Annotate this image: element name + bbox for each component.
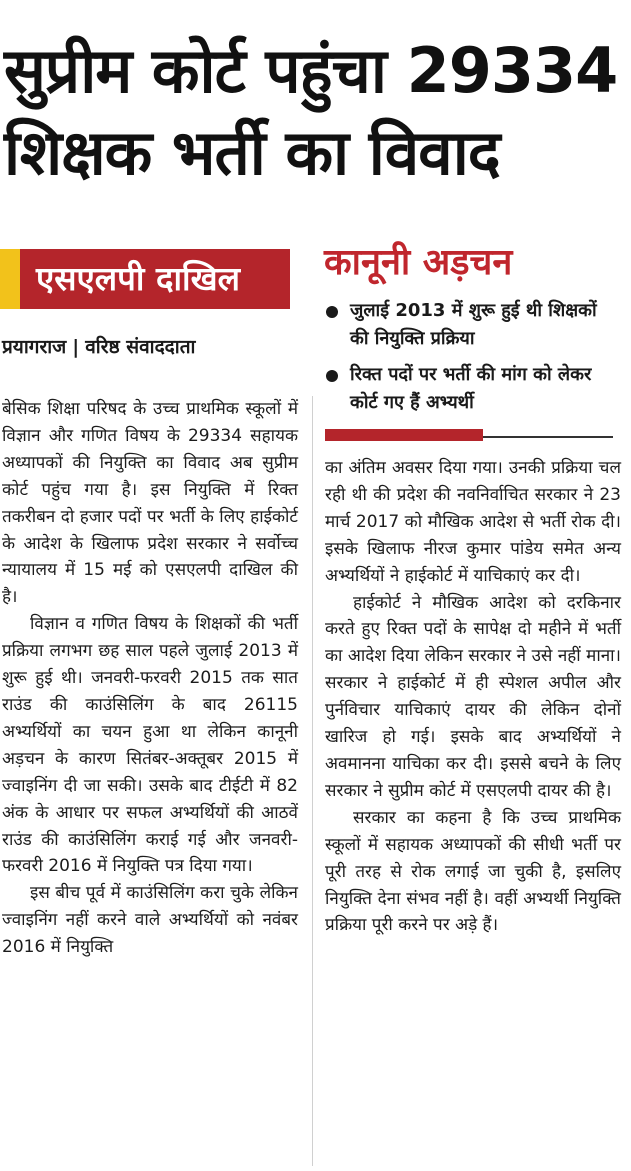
bullet-dot-icon [326, 370, 338, 382]
article-column-right [325, 455, 621, 939]
byline-place: प्रयागराज [2, 336, 67, 358]
sidebar-bullet-text: जुलाई 2013 में शुरू हुई थी शिक्षकों की नियुक्ति प्रक्रिया [350, 300, 597, 349]
bullet-dot-icon [326, 306, 338, 318]
article-paragraph: इस बीच पूर्व में काउंसिलिंग करा चुके लेकिन ज्वाइनिंग नहीं करने वाले अभ्यर्थियों को नवंबर 2016 में नियुक्ति [2, 883, 298, 958]
headline-line-1: सुप्रीम कोर्ट पहुंचा 29334 [4, 34, 618, 107]
headline-line-2: शिक्षक भर्ती का विवाद [4, 116, 500, 189]
article-column-left [2, 396, 298, 961]
byline [2, 333, 195, 359]
article-paragraph: बेसिक शिक्षा परिषद के उच्च प्राथमिक स्कूलों में विज्ञान और गणित विषय के 29334 सहायक अध्यापकों की नियुक्ति का विवाद अब सुप्रीम कोर्ट पहुंच गया है। इस नियुक्ति में रिक्त तकरीबन दो हजार पदों पर भर्ती के लिए हाईकोर्ट के आदेश के खिलाफ प्रदेश सरकार ने सर्वोच्च न्यायालय में 15 मई को एसएलपी दाखिल की है। [2, 399, 298, 608]
sidebar-bullet-list [326, 297, 621, 425]
headline [4, 30, 629, 194]
article-paragraph: का अंतिम अवसर दिया गया। उनकी प्रक्रिया चल रही थी की प्रदेश की नवनिर्वाचित सरकार ने 23 मार्च 2017 को मौखिक आदेश से भर्ती रोक दी। इसके खिलाफ नीरज कुमार पांडेय समेत अन्य अभ्यर्थियों ने हाईकोर्ट में याचिकाएं कर दी। [325, 458, 621, 586]
byline-reporter: वरिष्ठ संवाददाता [85, 336, 196, 358]
byline-separator: | [72, 336, 80, 358]
sidebar-bullet [326, 361, 621, 417]
column-divider [312, 396, 313, 1166]
article-paragraph: हाईकोर्ट ने मौखिक आदेश को दरकिनार करते हुए रिक्त पदों के सापेक्ष दो महीने में भर्ती का आदेश दिया लेकिन सरकार ने उसे नहीं माना। सरकार ने हाईकोर्ट में ही स्पेशल अपील और पुर्नविचार याचिकाएं दायर की लेकिन दोनों खारिज हो गई। इसके बाद अभ्यर्थियों ने अवमानना याचिका कर दी। इससे बचने के लिए सरकार ने सुप्रीम कोर्ट में एसएलपी दायर की है। [325, 592, 621, 801]
sidebar-bullet-text: रिक्त पदों पर भर्ती की मांग को लेकर कोर्ट गए हैं अभ्यर्थी [350, 364, 592, 413]
sidebar-rule-line [483, 436, 613, 438]
sidebar-bullet [326, 297, 621, 353]
subhead-label: एसएलपी दाखिल [36, 259, 240, 298]
subhead-accent-bar [0, 249, 20, 309]
sidebar-title: कानूनी अड़चन [324, 242, 513, 283]
article-paragraph: सरकार का कहना है कि उच्च प्राथमिक स्कूलों में सहायक अध्यापकों की सीधी भर्ती पर पूरी तरह से रोक लगाई जा चुकी है, इसलिए नियुक्ति देना संभव नहीं है। वहीं अभ्यर्थी नियुक्ति प्रक्रिया पूरी करने पर अड़े हैं। [325, 807, 621, 936]
article-paragraph: विज्ञान व गणित विषय के शिक्षकों की भर्ती प्रक्रिया लगभग छह साल पहले जुलाई 2013 में शुरू हुई थी। जनवरी-फरवरी 2015 तक सात राउंड की काउंसिलिंग के बाद 26115 अभ्यर्थियों का चयन हुआ था लेकिन कानूनी अड़चन के कारण सितंबर-अक्तूबर 2015 में ज्वाइनिंग दी जा सकी। उसके बाद टीईटी में 82 अंक के आधार पर सफल अभ्यर्थियों की आठवें राउंड की काउंसिलिंग कराई गई और जनवरी-फरवरी 2016 में नियुक्ति पत्र दिया गया। [2, 614, 298, 877]
sidebar-rule-accent [325, 429, 483, 441]
